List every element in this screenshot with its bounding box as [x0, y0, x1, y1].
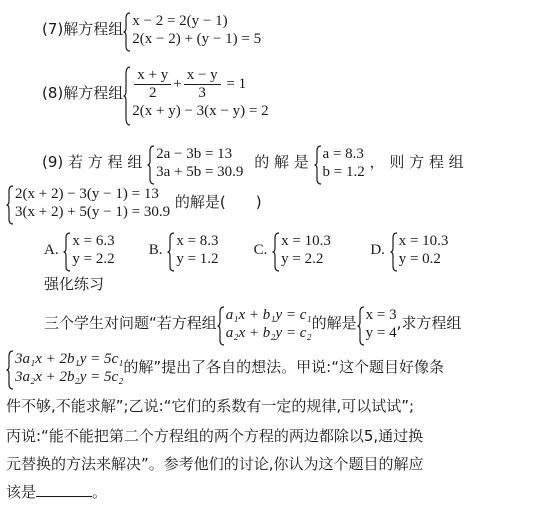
brace-icon [63, 232, 71, 272]
exercise-line2: 3a₁x + 2b₁y = 5c₁ 3a₂x + 2b₂y = 5c₂ 的解”提出了各自的想法。甲说:“这个题目好像条 [6, 350, 444, 386]
exercise-line4: 丙说:“能不能把第二个方程组的两个方程的两边都除以5,通过换 [6, 427, 424, 445]
option-a: A. x = 6.3 y = 2.2 [44, 232, 144, 268]
exercise-system-a: a₁x + b₁y = c₁ a₂x + b₂y = c₂ [217, 306, 312, 342]
problem-7 [42, 12, 261, 48]
brace-icon [390, 232, 398, 272]
exercise-line6: 该是 。 [6, 483, 108, 501]
exercise-line3: 件不够,不能求解”;乙说:“它们的系数有一定的规律,可以试试”; [6, 397, 415, 415]
problem-9-solution: a = 8.3 b = 1.2 [314, 145, 365, 181]
problem-9-system1: 2a − 3b = 13 3a + 5b = 30.9 [147, 145, 243, 181]
problem-7-system [123, 12, 261, 48]
brace-icon [272, 232, 280, 272]
problem-9-line1 [42, 145, 464, 181]
problem-9-options [44, 232, 470, 268]
answer-blank[interactable] [36, 482, 92, 497]
option-b: B. x = 8.3 y = 1.2 [149, 232, 249, 268]
problem-9-system2: 2(x + 2) − 3(y − 1) = 13 3(x + 2) + 5(y − 1) = 30.9 [6, 185, 170, 221]
problem-9-tail: ， 则 方 程 组 [369, 153, 464, 171]
option-d: D. x = 10.3 y = 0.2 [370, 232, 470, 268]
problem-7-eq2: 2(x − 2) + (y − 1) = 5 [132, 31, 262, 47]
brace-icon [357, 306, 365, 346]
problem-9-label: (9) 若 方 程 组 [42, 153, 143, 171]
problem-8-frac1: $\frac{x + y}{2}$ [134, 67, 171, 102]
problem-8-frac2: $\frac{x - y}{3}$ [184, 67, 221, 102]
problem-7-label: (7)解方程组 [42, 20, 124, 38]
brace-icon [6, 185, 14, 225]
exercise-system-b: 3a₁x + 2b₁y = 5c₁ 3a₂x + 2b₂y = 5c₂ [6, 350, 123, 386]
brace-icon [314, 145, 322, 185]
brace-icon [167, 232, 175, 272]
problem-8-system: $\frac{x + y}{2}$ + $\frac{x - y}{3}$ = 1 2(x + y) − 3(x − y) = 2 [123, 66, 268, 120]
brace-icon [123, 12, 131, 52]
problem-8-eq1-rhs: = 1 [226, 76, 247, 92]
brace-icon [147, 145, 155, 185]
exercise-solution: x = 3 y = 4 [357, 306, 397, 342]
brace-icon [123, 66, 131, 126]
problem-8-eq2: 2(x + y) − 3(x − y) = 2 [132, 103, 269, 120]
option-c: C. x = 10.3 y = 2.2 [254, 232, 366, 268]
section-title: 强化练习 [44, 275, 105, 293]
problem-9-question: 的解是( [174, 193, 226, 211]
problem-9-mid: 的 解 是 [254, 153, 309, 171]
exercise-line5: 元替换的方法来解决”。参考他们的讨论,你认为这个题目的解应 [6, 455, 424, 473]
exercise-line1: 三个学生对问题“若方程组 a₁x + b₁y = c₁ a₂x + b₂y = c₂ 的解是 x = 3 y = 4 ,求方程组 [44, 306, 461, 342]
problem-9-line2: 2(x + 2) − 3(y − 1) = 13 3(x + 2) + 5(y − 1) = 30.9 的解是( ) [6, 185, 262, 221]
problem-7-eq1: x − 2 = 2(y − 1) [132, 13, 228, 29]
problem-8 [42, 66, 269, 120]
problem-8-label: (8)解方程组 [42, 84, 124, 103]
brace-icon [6, 350, 14, 390]
brace-icon [217, 306, 225, 346]
